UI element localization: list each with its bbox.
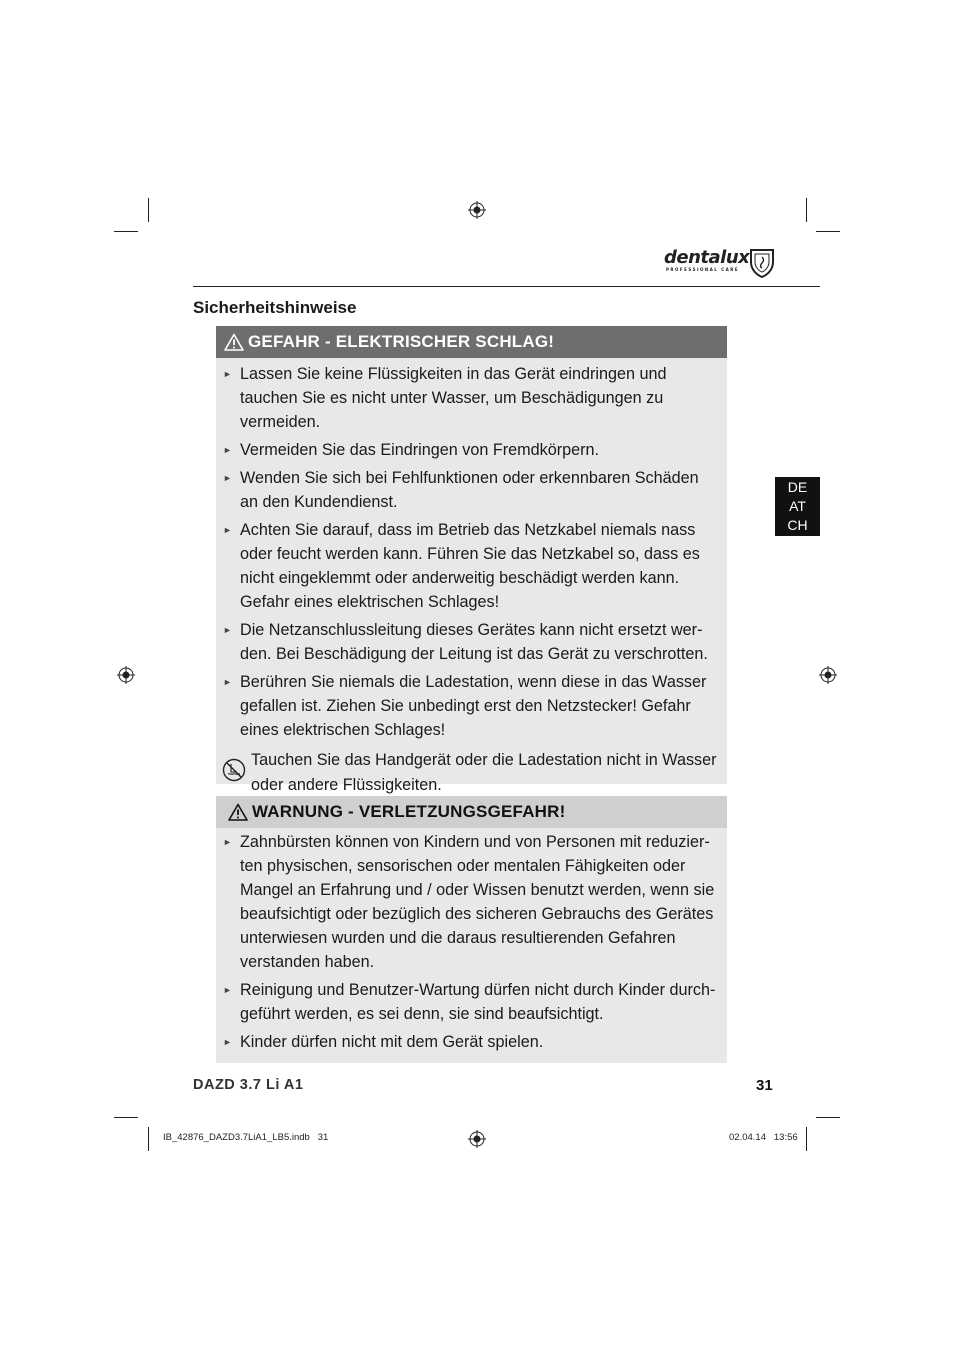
- bullet-arrow-icon: ►: [223, 837, 232, 847]
- danger-box-header: [216, 326, 727, 358]
- crop-mark: [114, 1117, 138, 1118]
- warning-box-header: [216, 796, 727, 828]
- crop-mark: [816, 231, 840, 232]
- crop-mark: [148, 198, 149, 222]
- slug-date: 02.04.14 13:56: [729, 1132, 798, 1143]
- model-number: DAZD 3.7 Li A1: [193, 1077, 304, 1093]
- warning-box: [216, 796, 727, 1063]
- page-title: Sicherheitshinweise: [193, 298, 357, 317]
- list-item-text: Zahnbürsten können von Kindern und von Personen mit reduzier-ten physischen, sensorischen oder mentalen Fähigkeiten oder Mangel an Erfahrung und / oder Wissen benutzt werden, wenn sie beaufsichtigt oder bezüglich des sicheren Gebrauchs des Gerätes unterwiesen wurden und die daraus resultierenden Gefahren verstanden haben.: [240, 833, 715, 971]
- bullet-arrow-icon: ►: [223, 445, 232, 455]
- warning-list: [216, 828, 727, 1054]
- warning-triangle-icon: [224, 333, 244, 351]
- list-item: [216, 466, 727, 514]
- list-item: [216, 518, 727, 614]
- country-code: DE: [787, 479, 808, 495]
- list-item: [216, 978, 727, 1026]
- brand-logo: [664, 245, 778, 281]
- danger-box: [216, 326, 727, 794]
- registration-mark-icon: [819, 666, 837, 684]
- list-item: [216, 618, 727, 666]
- country-code: AT: [789, 498, 806, 514]
- list-item-text: Wenden Sie sich bei Fehlfunktionen oder erkennbaren Schäden an den Kundendienst.: [240, 469, 699, 511]
- list-item-text: Vermeiden Sie das Eindringen von Fremdkörpern.: [240, 441, 600, 459]
- registration-mark-icon: [468, 1130, 486, 1148]
- page-number: 31: [756, 1077, 773, 1094]
- bullet-arrow-icon: ►: [223, 625, 232, 635]
- water-note: [216, 748, 727, 798]
- list-item: [216, 1030, 727, 1054]
- warning-triangle-icon: [228, 803, 248, 821]
- water-note-text: Tauchen Sie das Handgerät oder die Ladestation nicht in Wasser oder andere Flüssigkeiten.: [251, 751, 717, 794]
- no-water-icon: [222, 758, 246, 782]
- brand-subtitle: PROFESSIONAL CARE: [666, 267, 740, 272]
- crop-mark: [114, 231, 138, 232]
- bullet-arrow-icon: ►: [223, 473, 232, 483]
- list-item: [216, 362, 727, 434]
- country-tab: [775, 477, 820, 536]
- crop-mark: [806, 1127, 807, 1151]
- registration-mark-icon: [117, 666, 135, 684]
- list-item-text: Achten Sie darauf, dass im Betrieb das Netzkabel niemals nass oder feucht werden kann. Führen Sie das Netzkabel so, dass es nicht eingeklemmt oder anderweitig beschädigt werden kann. Gefahr eines elektrischen Schlages!: [240, 521, 700, 611]
- country-code: CH: [787, 517, 808, 533]
- registration-mark-icon: [468, 201, 486, 219]
- crop-mark: [816, 1117, 840, 1118]
- bullet-arrow-icon: ►: [223, 525, 232, 535]
- list-item: [216, 670, 727, 742]
- danger-box-title: GEFAHR - ELEKTRISCHER SCHLAG!: [248, 332, 555, 351]
- warning-box-title: WARNUNG - VERLETZUNGSGEFAHR!: [252, 802, 566, 821]
- shield-icon: [748, 247, 776, 279]
- slug-filename: IB_42876_DAZD3.7LiA1_LB5.indb 31: [163, 1132, 329, 1143]
- crop-mark: [148, 1127, 149, 1151]
- list-item-text: Berühren Sie niemals die Ladestation, wenn diese in das Wasser gefallen ist. Ziehen Sie unbedingt erst den Netzstecker! Gefahr eines elektrischen Schlages!: [240, 673, 707, 739]
- bullet-arrow-icon: ►: [223, 369, 232, 379]
- brand-name: dentalux: [664, 247, 750, 268]
- list-item-text: Reinigung und Benutzer-Wartung dürfen nicht durch Kinder durch-geführt werden, es sei denn, sie sind beaufsichtigt.: [240, 981, 716, 1023]
- list-item-text: Lassen Sie keine Flüssigkeiten in das Gerät eindringen und tauchen Sie es nicht unter Wasser, um Beschädigungen zu vermeiden.: [240, 365, 667, 431]
- bullet-arrow-icon: ►: [223, 985, 232, 995]
- list-item-text: Die Netzanschlussleitung dieses Gerätes kann nicht ersetzt wer-den. Bei Beschädigung der Leitung ist das Gerät zu verschrotten.: [240, 621, 708, 663]
- bullet-arrow-icon: ►: [223, 677, 232, 687]
- danger-list: [216, 358, 727, 742]
- list-item: [216, 830, 727, 974]
- crop-mark: [806, 198, 807, 222]
- list-item-text: Kinder dürfen nicht mit dem Gerät spielen.: [240, 1033, 544, 1051]
- bullet-arrow-icon: ►: [223, 1037, 232, 1047]
- header-divider: [193, 286, 820, 287]
- list-item: [216, 438, 727, 462]
